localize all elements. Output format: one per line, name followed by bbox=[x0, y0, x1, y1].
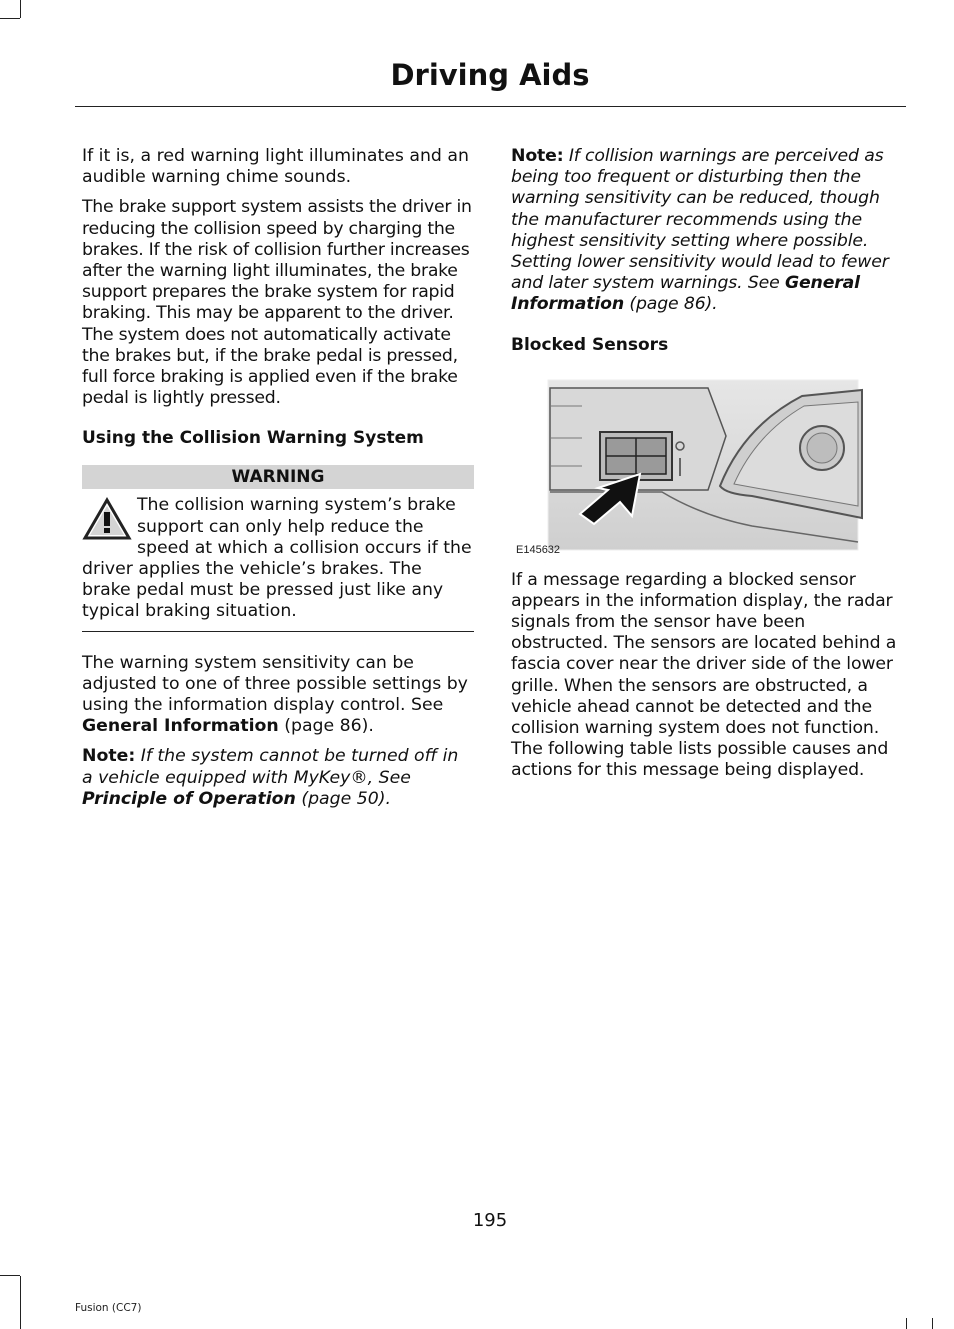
bumper-sensor-illustration bbox=[512, 366, 868, 562]
left-column bbox=[82, 146, 474, 819]
warning-header: WARNING bbox=[82, 465, 474, 489]
general-information-link[interactable]: General Information bbox=[511, 273, 860, 315]
right-column bbox=[511, 146, 905, 791]
paragraph-brake-support: The brake support system assists the driver in reducing the collision speed by charging the brakes. If the risk of collision further increases after the warning light illuminates, the brake support prepares the brake system for rapid braking. This may be apparent to the driver. The system does not automatically activate the brakes but, if the brake pedal is pressed, full force braking is applied even if the brake pedal is lightly pressed. bbox=[82, 197, 472, 409]
note-label: Note: bbox=[511, 146, 564, 166]
page-title: Driving Aids bbox=[390, 58, 590, 92]
note-mykey bbox=[82, 746, 474, 810]
note-page-ref: (page 50). bbox=[301, 788, 391, 809]
heading-blocked-sensors: Blocked Sensors bbox=[511, 334, 669, 355]
page-number: 195 bbox=[472, 1210, 508, 1231]
sensitivity-page-ref: (page 86). bbox=[284, 716, 374, 737]
sensitivity-text: The warning system sensitivity can be adjusted to one of three possible settings by using the information display control. See bbox=[82, 652, 468, 716]
sensor-figure bbox=[512, 366, 868, 562]
paragraph-blocked-sensor: If a message regarding a blocked sensor appears in the information display, the radar signals from the sensor have been obstructed. The sensors are located behind a fascia cover near the driver side of the lower grille. When the sensors are obstructed, a vehicle ahead cannot be detected and the collision warning system does not function. The following table lists possible causes and actions for this message being displayed. bbox=[511, 569, 897, 781]
warning-rule bbox=[82, 631, 474, 632]
heading-using-collision-warning: Using the Collision Warning System bbox=[82, 428, 424, 449]
note-text: If collision warnings are perceived as being too frequent or disturbing then the warning sensitivity can be reduced, though the manufacturer recommends using the highest sensitivity setting where possible. Setting lower sensitivity would lead to fewer and later system warnings. See bbox=[511, 146, 889, 294]
note-text: If the system cannot be turned off in a vehicle equipped with MyKey®, See bbox=[82, 746, 459, 788]
crop-mark-top-left-v bbox=[20, 0, 21, 18]
title-rule bbox=[75, 106, 906, 107]
paragraph-sensitivity bbox=[82, 653, 474, 738]
crop-mark-top-left-h bbox=[0, 18, 20, 19]
footer-model: Fusion (CC7) bbox=[75, 1302, 142, 1314]
warning-box bbox=[82, 495, 474, 622]
crop-mark-bottom-left-h bbox=[0, 1275, 20, 1276]
note-page-ref: (page 86). bbox=[629, 294, 718, 315]
note-sensitivity bbox=[511, 146, 905, 316]
general-information-link[interactable]: General Information bbox=[82, 716, 279, 737]
crop-mark-bottom-left-v bbox=[20, 1276, 21, 1329]
principle-of-operation-link[interactable]: Principle of Operation bbox=[82, 788, 296, 809]
note-label: Note: bbox=[82, 746, 136, 767]
figure-id: E145632 bbox=[516, 543, 561, 556]
paragraph-warning-light: If it is, a red warning light illuminates and an audible warning chime sounds. bbox=[82, 146, 469, 188]
crop-mark-bottom-right bbox=[932, 1318, 933, 1329]
warning-text: The collision warning system’s brake support can only help reduce the speed at which a collision occurs if the driver applies the vehicle’s brakes. The brake pedal must be pressed just like any typical braking situation. bbox=[82, 495, 472, 622]
crop-mark-bottom-mid bbox=[906, 1318, 907, 1329]
warning-triangle-icon bbox=[82, 497, 132, 541]
